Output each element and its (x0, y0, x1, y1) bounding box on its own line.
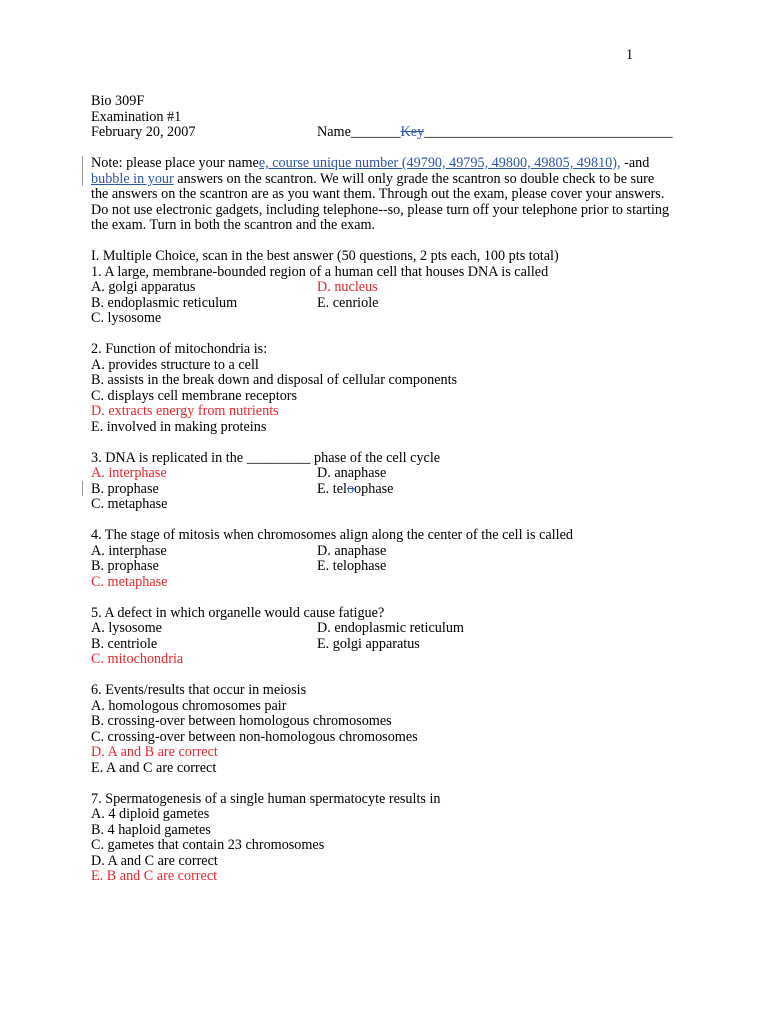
q6-option-b: B. crossing-over between homologous chromosomes (91, 713, 392, 729)
q2-option-c: C. displays cell membrane receptors (91, 388, 298, 404)
note-line-1 (91, 155, 649, 171)
q1-option-a: A. golgi apparatus (91, 279, 196, 295)
page-number: 1 (626, 47, 634, 63)
q5-option-c: C. mitochondria (91, 651, 184, 667)
q2-stem: 2. Function of mitochondria is: (91, 341, 268, 357)
q7-option-a: A. 4 diploid gametes (91, 806, 210, 822)
q6-option-a: A. homologous chromosomes pair (91, 698, 287, 714)
q4-option-d: D. anaphase (317, 543, 387, 559)
q5-stem: 5. A defect in which organelle would cause fatigue? (91, 605, 385, 621)
q2-option-e: E. involved in making proteins (91, 419, 267, 435)
q3-e-text-end: ophase (354, 481, 394, 497)
q3-option-b: B. prophase (91, 481, 159, 497)
note-insertion: e, course unique number (49790, 49795, 49800, 49805, 49810), (258, 155, 621, 171)
name-tail: ___________________________________ (424, 124, 673, 140)
q1-option-c: C. lysosome (91, 310, 162, 326)
note-line-3: the answers on the scantron are as you want them. Through out the exam, please cover your answers. (91, 186, 665, 202)
note-text-2: answers on the scantron. We will only grade the scantron so double check to be sure (173, 171, 655, 187)
q2-option-d: D. extracts energy from nutrients (91, 403, 279, 419)
q6-stem: 6. Events/results that occur in meiosis (91, 682, 307, 698)
q1-stem: 1. A large, membrane-bounded region of a human cell that houses DNA is called (91, 264, 549, 280)
q3-stem: 3. DNA is replicated in the _________ phase of the cell cycle (91, 450, 441, 466)
q4-option-b: B. prophase (91, 558, 159, 574)
q5-option-a: A. lysosome (91, 620, 162, 636)
note-line-2 (91, 171, 654, 187)
q6-option-c: C. crossing-over between non-homologous chromosomes (91, 729, 418, 745)
exam-date: February 20, 2007 (91, 124, 196, 140)
q2-option-b: B. assists in the break down and disposal of cellular components (91, 372, 458, 388)
note-and: -and (620, 155, 650, 171)
exam-title: Examination #1 (91, 109, 182, 125)
q3-e-text: E. tel (317, 481, 347, 497)
note-line-4: Do not use electronic gadgets, including telephone--so, please turn off your telephone prior to starting (91, 202, 670, 218)
note-line-5: the exam. Turn in both the scantron and the exam. (91, 217, 376, 233)
q2-option-a: A. provides structure to a cell (91, 357, 259, 373)
q7-option-d: D. A and C are correct (91, 853, 218, 869)
q3-option-c: C. metaphase (91, 496, 168, 512)
q4-option-e: E. telophase (317, 558, 387, 574)
q6-option-d: D. A and B are correct (91, 744, 218, 760)
q7-option-c: C. gametes that contain 23 chromosomes (91, 837, 325, 853)
q3-option-e (317, 481, 393, 497)
q3-option-a: A. interphase (91, 465, 167, 481)
q4-option-a: A. interphase (91, 543, 167, 559)
q4-stem: 4. The stage of mitosis when chromosomes align along the center of the cell is called (91, 527, 573, 543)
q7-option-b: B. 4 haploid gametes (91, 822, 211, 838)
revision-bar-q3 (82, 481, 83, 496)
q7-option-e: E. B and C are correct (91, 868, 218, 884)
q7-stem: 7. Spermatogenesis of a single human spermatocyte results in (91, 791, 441, 807)
note-text: Note: please place your name (91, 155, 259, 171)
q3-e-deleted: o (346, 481, 355, 497)
q6-option-e: E. A and C are correct (91, 760, 217, 776)
q1-option-e: E. cenriole (317, 295, 379, 311)
q1-option-b: B. endoplasmic reticulum (91, 295, 238, 311)
name-key: Key (400, 124, 425, 140)
note-insertion-2: bubble in your (91, 171, 174, 187)
name-label: Name_______ (317, 124, 401, 140)
q5-option-e: E. golgi apparatus (317, 636, 420, 652)
name-line (317, 124, 672, 140)
course-title: Bio 309F (91, 93, 145, 109)
q4-option-c: C. metaphase (91, 574, 168, 590)
q5-option-d: D. endoplasmic reticulum (317, 620, 464, 636)
section-heading: I. Multiple Choice, scan in the best answer (50 questions, 2 pts each, 100 pts total) (91, 248, 559, 264)
q1-option-d: D. nucleus (317, 279, 378, 295)
q3-option-d: D. anaphase (317, 465, 387, 481)
q5-option-b: B. centriole (91, 636, 158, 652)
revision-bar (82, 156, 83, 186)
